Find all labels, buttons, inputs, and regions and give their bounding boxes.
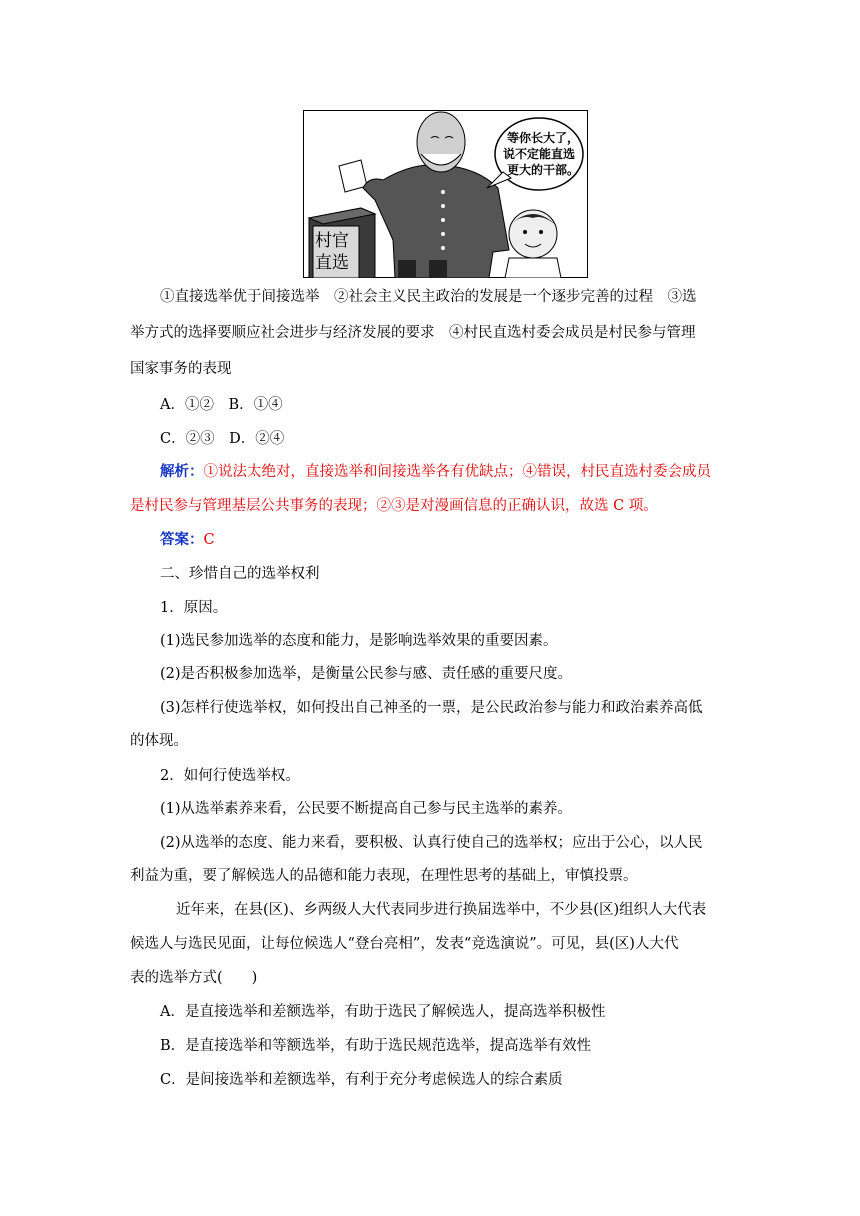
question2-stem-line2: 候选人与选民见面，让每位候选人“登台亮相”，发表“竞选演说”。可见，县(区)人大代 [130, 936, 679, 952]
how-1: (1)从选举素养来看，公民要不断提高自己参与民主选举的素养。 [160, 801, 573, 817]
analysis-label: 解析： [160, 463, 204, 480]
question2-choice-c: C．是间接选举和差额选举，有利于充分考虑候选人的综合素质 [160, 1072, 563, 1088]
question2-choice-b: B．是直接选举和等额选举，有助于选民规范选举，提高选举有效性 [160, 1038, 592, 1054]
reason-3-line1: (3)怎样行使选举权，如何投出自己神圣的一票，是公民政治参与能力和政治素养高低 [160, 700, 703, 716]
analysis-line2: 是村民参与管理基层公共事务的表现；②③是对漫画信息的正确认识，故选 C 项。 [130, 498, 658, 514]
ballot-label-line2: 直选 [315, 253, 349, 273]
speech-line3: 更大的干部。 [507, 163, 580, 177]
analysis-line1 [160, 462, 711, 482]
child-figure [505, 210, 561, 278]
how-title: 2．如何行使选举权。 [160, 768, 300, 784]
ballot-box [309, 208, 375, 278]
question2-choice-a: A．是直接选举和差额选举，有助于选民了解候选人，提高选举积极性 [160, 1004, 606, 1020]
answer-value: C [203, 532, 215, 548]
question1-option-line1: ①直接选举优于间接选举 ②社会主义民主政治的发展是一个逐步完善的过程 ③选 [160, 289, 697, 305]
reason-title: 1．原因。 [160, 600, 228, 616]
speech-line2: 说不定能直选 [503, 147, 576, 161]
question2-stem-line1: 近年来，在县(区)、乡两级人大代表同步进行换届选举中，不少县(区)组织人大代表 [176, 902, 707, 918]
how-2-line1: (2)从选举的态度、能力来看，要积极、认真行使自己的选举权；应出于公心，以人民 [160, 835, 703, 851]
question1-option-line2: 举方式的选择要顺应社会进步与经济发展的要求 ④村民直选村委会成员是村民参与管理 [130, 325, 696, 341]
reason-1: (1)选民参加选举的态度和能力，是影响选举效果的重要因素。 [160, 633, 558, 649]
question1-choices-ab: A．①② B．①④ [160, 397, 283, 413]
analysis-text1: ①说法太绝对，直接选举和间接选举各有优缺点；④错误，村民直选村委会成员 [203, 464, 711, 480]
ballot-label-line1: 村官 [315, 231, 349, 251]
how-2-line2: 利益为重，要了解候选人的品德和能力表现，在理性思考的基础上，审慎投票。 [130, 868, 638, 884]
cartoon-illustration [303, 110, 588, 278]
question2-stem-line3: 表的选举方式( ) [130, 970, 258, 986]
section2-heading: 二、珍惜自己的选举权利 [160, 566, 320, 582]
question1-choices-cd: C．②③ D．②④ [160, 431, 285, 447]
reason-2: (2)是否积极参加选举，是衡量公民参与感、责任感的重要尺度。 [160, 666, 573, 682]
answer-label: 答案： [160, 531, 204, 548]
answer-line [160, 530, 215, 550]
speech-line1: 等你长大了， [507, 131, 580, 145]
reason-3-line2: 的体现。 [130, 733, 188, 749]
question1-option-line3: 国家事务的表现 [130, 361, 232, 377]
